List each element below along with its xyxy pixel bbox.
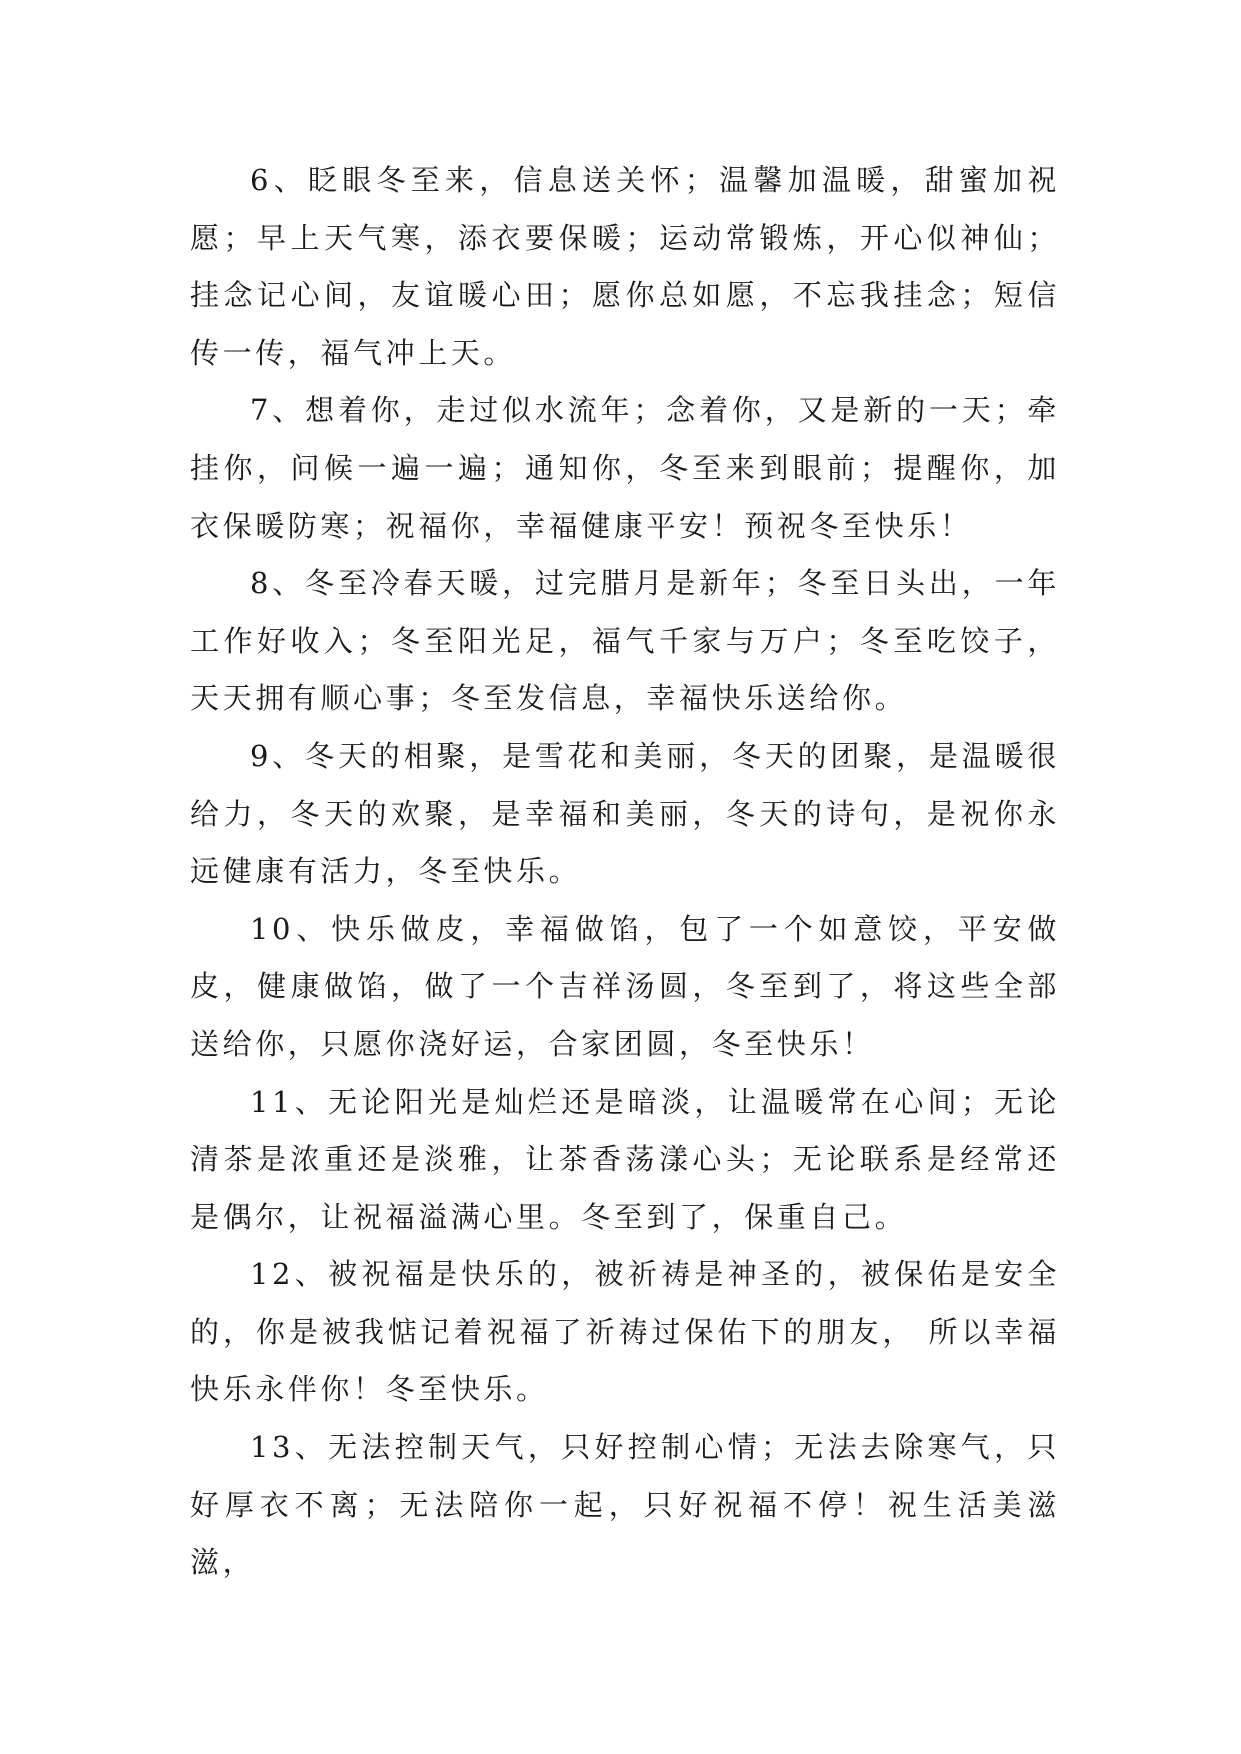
paragraph-6: 6、眨眼冬至来，信息送关怀；温馨加温暖，甜蜜加祝愿；早上天气寒，添衣要保暖；运动常锻炼，开心似神仙；挂念记心间，友谊暖心田；愿你总如愿，不忘我挂念；短信传一传，福气冲上天。 xyxy=(190,163,1060,370)
paragraph-9: 9、冬天的相聚，是雪花和美丽，冬天的团聚，是温暖很给力，冬天的欢聚，是幸福和美丽，冬天的诗句，是祝你永远健康有活力，冬至快乐。 xyxy=(190,738,1060,889)
document-body xyxy=(190,152,1060,1592)
paragraph-10: 10、快乐做皮，幸福做馅，包了一个如意饺，平安做皮，健康做馅，做了一个吉祥汤圆，冬至到了，将这些全部送给你，只愿你浇好运，合家团圆，冬至快乐！ xyxy=(190,911,1060,1061)
paragraph-11: 11、无论阳光是灿烂还是暗淡，让温暖常在心间；无论清茶是浓重还是淡雅，让茶香荡漾心头；无论联系是经常还是偶尔，让祝福溢满心里。冬至到了，保重自己。 xyxy=(190,1084,1060,1234)
paragraph-13: 13、无法控制天气，只好控制心情；无法去除寒气，只好厚衣不离；无法陪你一起，只好祝福不停！祝生活美滋滋， xyxy=(190,1430,1060,1580)
paragraph-12: 12、被祝福是快乐的，被祈祷是神圣的，被保佑是安全的，你是被我惦记着祝福了祈祷过保佑下的朋友， 所以幸福快乐永伴你！冬至快乐。 xyxy=(190,1257,1060,1407)
paragraph-7: 7、想着你，走过似水流年；念着你，又是新的一天；牵挂你，问候一遍一遍；通知你，冬至来到眼前；提醒你，加衣保暖防寒；祝福你，幸福健康平安！预祝冬至快乐！ xyxy=(190,393,1060,543)
paragraph-8: 8、冬至冷春天暖，过完腊月是新年；冬至日头出，一年工作好收入；冬至阳光足，福气千家与万户；冬至吃饺子，天天拥有顺心事；冬至发信息，幸福快乐送给你。 xyxy=(190,566,1060,716)
